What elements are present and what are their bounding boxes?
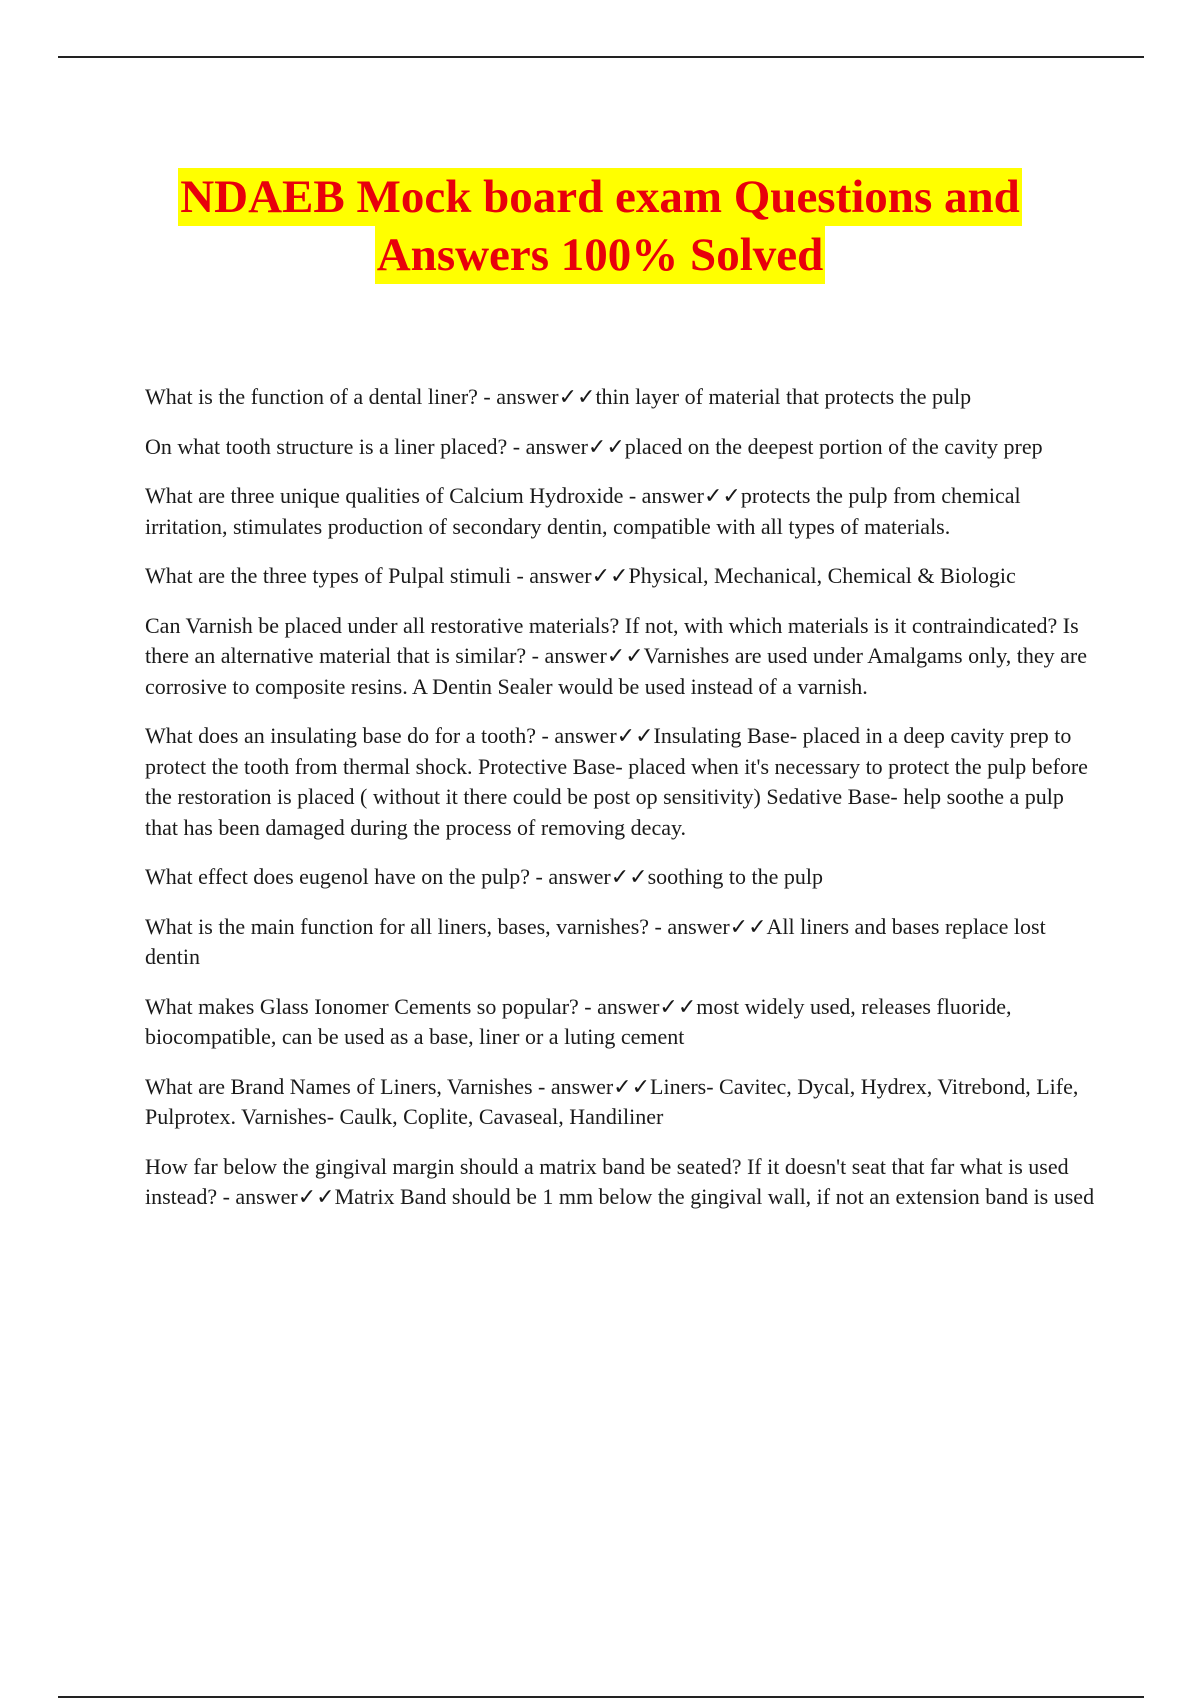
answer-text: All liners and bases replace lost dentin xyxy=(145,913,1046,969)
title-line-1: NDAEB Mock board exam Questions and xyxy=(178,168,1022,226)
answer-text: most widely used, releases fluoride, biocompatible, can be used as a base, liner or a luting cement xyxy=(145,993,1012,1049)
qa-item xyxy=(145,561,1095,592)
qa-item xyxy=(145,382,1095,413)
answer-marker: answer✓✓ xyxy=(550,1073,651,1099)
qa-item xyxy=(145,862,1095,893)
answer-marker: answer✓✓ xyxy=(641,483,741,508)
title-line-2: Answers 100% Solved xyxy=(375,226,826,284)
answer-text: Liners- Cavitec, Dycal, Hydrex, Vitrebond, Life, Pulprotex. Varnishes- Caulk, Coplite, Cavaseal, Handiliner xyxy=(145,1073,1079,1129)
answer-text: soothing to the pulp xyxy=(647,864,823,889)
question-text: Can Varnish be placed under all restorative materials? If not, with which materials is it contraindicated? Is there an alternative material that is similar? - xyxy=(145,612,1079,668)
answer-marker: answer✓✓ xyxy=(667,913,767,939)
qa-item xyxy=(145,1072,1095,1133)
question-text: What is the main function for all liners, bases, varnishes? - xyxy=(145,913,668,939)
answer-text: placed on the deepest portion of the cavity prep xyxy=(624,433,1043,459)
question-text: On what tooth structure is a liner placed? - xyxy=(145,433,526,459)
answer-text: Insulating Base- placed in a deep cavity prep to protect the tooth from thermal shock. Protective Base- placed when it's necessary to protect the pulp before the restoration is placed ( without it there could be post op sensitivity) Sedative Base- help soothe a pulp that has been damaged during the process of removing decay. xyxy=(145,723,1088,840)
answer-marker: answer✓✓ xyxy=(529,563,629,588)
answer-marker: answer✓✓ xyxy=(554,723,654,748)
answer-text: protects the pulp from chemical irritation, stimulates production of secondary dentin, compatible with all types of materials. xyxy=(145,483,1021,539)
qa-item xyxy=(145,1152,1095,1213)
answer-marker: answer✓✓ xyxy=(525,433,625,459)
question-text: What are three unique qualities of Calcium Hydroxide - xyxy=(145,483,642,508)
answer-marker: answer✓✓ xyxy=(597,993,697,1019)
qa-item xyxy=(145,721,1095,843)
question-text: How far below the gingival margin should a matrix band be seated? If it doesn't seat that far what is used instead? - xyxy=(145,1153,1069,1209)
answer-marker: answer✓✓ xyxy=(496,384,596,409)
bottom-divider xyxy=(58,1696,1144,1698)
question-text: What are Brand Names of Liners, Varnishes - xyxy=(145,1073,551,1099)
question-text: What effect does eugenol have on the pulp? - xyxy=(145,864,549,889)
qa-item xyxy=(145,611,1095,703)
document-title xyxy=(100,168,1100,284)
qa-item xyxy=(145,992,1095,1053)
answer-marker: answer✓✓ xyxy=(548,864,648,889)
top-divider xyxy=(58,56,1144,58)
answer-text: Varnishes are used under Amalgams only, they are corrosive to composite resins. A Dentin Sealer would be used instead of a varnish. xyxy=(145,643,1088,699)
qa-item xyxy=(145,912,1095,973)
qa-list xyxy=(145,382,1095,1232)
answer-text: thin layer of material that protects the pulp xyxy=(595,384,972,409)
question-text: What is the function of a dental liner? - xyxy=(145,384,497,409)
question-text: What does an insulating base do for a tooth? - xyxy=(145,723,555,748)
qa-item xyxy=(145,432,1095,463)
answer-marker: answer✓✓ xyxy=(544,643,644,668)
answer-text: Matrix Band should be 1 mm below the gingival wall, if not an extension band is used xyxy=(334,1184,1095,1209)
question-text: What are the three types of Pulpal stimuli - xyxy=(145,563,530,588)
answer-marker: answer✓✓ xyxy=(235,1184,335,1209)
qa-item xyxy=(145,481,1095,542)
question-text: What makes Glass Ionomer Cements so popular? - xyxy=(145,993,598,1019)
answer-text: Physical, Mechanical, Chemical & Biologic xyxy=(628,563,1016,588)
